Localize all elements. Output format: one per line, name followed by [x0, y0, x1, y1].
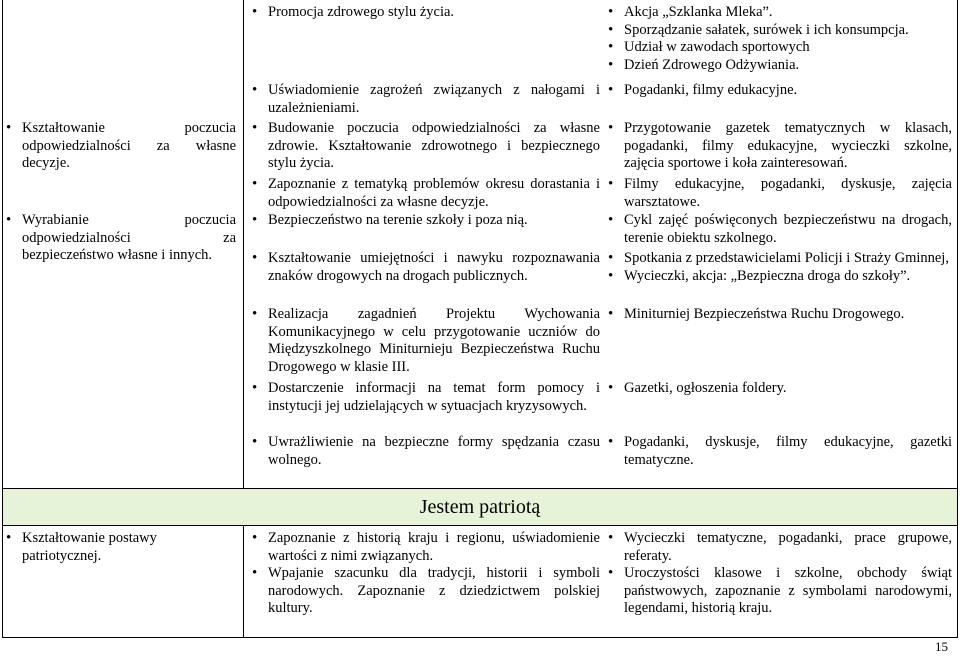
goal-item: • Kształtowanie postawy patriotycznej.: [6, 530, 236, 565]
task-cell: [252, 306, 600, 376]
table-border-section-header: [2, 525, 958, 526]
method-item: • Sporządzanie sałatek, surówek i ich konsumpcja.: [608, 22, 952, 40]
goal-cell: [6, 212, 236, 265]
section-title: Jestem patriotą: [419, 496, 541, 518]
method-cell: [608, 4, 952, 74]
task-cell: [252, 380, 600, 415]
method-cell: [608, 82, 952, 100]
goal-item: • Kształtowanie poczucia odpowiedzialności za własne decyzje.: [6, 120, 236, 173]
page-number: 15: [935, 639, 948, 654]
method-cell: [608, 434, 952, 469]
method-item: • Gazetki, ogłoszenia foldery.: [608, 380, 952, 398]
table-border-col1b: [243, 525, 244, 638]
method-cell: [608, 530, 952, 618]
task-item: • Kształtowanie umiejętności i nawyku rozpoznawania znaków drogowych na drogach publicznych.: [252, 250, 600, 285]
task-item: • Promocja zdrowego stylu życia.: [252, 4, 600, 22]
method-item: • Wycieczki tematyczne, pogadanki, prace grupowe, referaty.: [608, 530, 952, 565]
task-item: • Uświadomienie zagrożeń związanych z nałogami i uzależnieniami.: [252, 82, 600, 117]
task-item: • Wpajanie szacunku dla tradycji, historii i symboli narodowych. Zapoznanie z dziedzictwem polskiej kultury.: [252, 565, 600, 618]
task-item: • Zapoznanie z historią kraju i regionu, uświadomienie wartości z nimi związanych.: [252, 530, 600, 565]
table-border-col1: [243, 0, 244, 488]
task-item: • Uwrażliwienie na bezpieczne formy spędzania czasu wolnego.: [252, 434, 600, 469]
task-cell: [252, 530, 600, 618]
method-cell: [608, 212, 952, 247]
method-item: • Filmy edukacyjne, pogadanki, dyskusje, zajęcia warsztatowe.: [608, 176, 952, 211]
task-cell: [252, 176, 600, 211]
task-cell: [252, 82, 600, 117]
method-cell: [608, 250, 952, 285]
table-border-row-end: [2, 488, 958, 489]
task-item: • Dostarczenie informacji na temat form pomocy i instytucji jej udzielających w sytuacjach kryzysowych.: [252, 380, 600, 415]
task-cell: [252, 212, 600, 230]
method-item: • Miniturniej Bezpieczeństwa Ruchu Drogowego.: [608, 306, 952, 324]
goal-cell: [6, 530, 236, 565]
method-item: • Udział w zawodach sportowych: [608, 39, 952, 57]
method-item: • Uroczystości klasowe i szkolne, obchody świąt państwowych, zapoznanie z symbolami narodowymi, legendami, historią kraju.: [608, 565, 952, 618]
method-item: • Wycieczki, akcja: „Bezpieczna droga do szkoły”.: [608, 268, 952, 286]
method-cell: [608, 306, 952, 324]
task-cell: [252, 250, 600, 285]
method-item: • Dzień Zdrowego Odżywiania.: [608, 57, 952, 75]
task-item: • Bezpieczeństwo na terenie szkoły i poza nią.: [252, 212, 600, 230]
task-item: • Realizacja zagadnień Projektu Wychowania Komunikacyjnego w celu przygotowanie uczniów do Międzyszkolnego Miniturnieju Bezpieczeństwa Ruchu Drogowego w klasie III.: [252, 306, 600, 376]
task-cell: [252, 120, 600, 173]
method-item: • Pogadanki, filmy edukacyjne.: [608, 82, 952, 100]
goal-cell: [6, 120, 236, 173]
method-cell: [608, 120, 952, 173]
method-item: • Spotkania z przedstawicielami Policji i Straży Gminnej,: [608, 250, 952, 268]
goal-item: • Wyrabianie poczucia odpowiedzialności za bezpieczeństwo własne i innych.: [6, 212, 236, 265]
task-cell: [252, 434, 600, 469]
method-cell: [608, 380, 952, 398]
table-border-right: [957, 0, 958, 638]
method-item: • Cykl zajęć poświęconych bezpieczeństwu na drogach, terenie obiektu szkolnego.: [608, 212, 952, 247]
method-item: • Pogadanki, dyskusje, filmy edukacyjne, gazetki tematyczne.: [608, 434, 952, 469]
table-border-left: [2, 0, 3, 638]
task-item: • Budowanie poczucia odpowiedzialności za własne zdrowie. Kształtowanie zdrowotnego i bezpiecznego stylu życia.: [252, 120, 600, 173]
task-cell: [252, 4, 600, 22]
method-cell: [608, 176, 952, 211]
table-border-bottom: [2, 637, 958, 638]
method-item: • Akcja „Szklanka Mleka”.: [608, 4, 952, 22]
task-item: • Zapoznanie z tematyką problemów okresu dorastania i odpowiedzialności za własne decyzje.: [252, 176, 600, 211]
method-item: • Przygotowanie gazetek tematycznych w klasach, pogadanki, filmy edukacyjne, wycieczki szkolne, zajęcia sportowe i koła zainteresowań.: [608, 120, 952, 173]
